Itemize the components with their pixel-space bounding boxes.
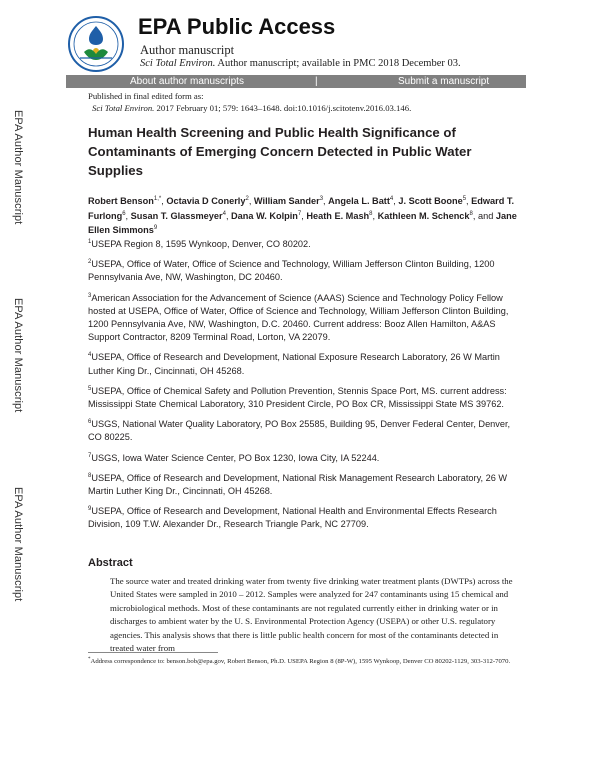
author-separator: , bbox=[248, 196, 254, 206]
author-separator: , bbox=[466, 196, 472, 206]
author-name: J. Scott Boone bbox=[398, 196, 463, 206]
affiliation-number: 3 bbox=[88, 292, 92, 299]
author-affiliation-mark: 5 bbox=[462, 195, 467, 202]
author-name: Octavia D Conerly bbox=[166, 196, 246, 206]
affiliation bbox=[88, 472, 518, 498]
published-in bbox=[88, 90, 411, 114]
affiliation-text: USEPA, Office of Research and Development, National Exposure Research Laboratory, 26 W Martin Luther King Dr., Cincinnati, OH 45268. bbox=[88, 352, 500, 376]
footnote-text: Address correspondence to: benson.bob@epa.gov, Robert Benson, Ph.D. USEPA Region 8 (8P-W), 1595 Wynkoop, Denver CO 80202-1129, 303-312-7070. bbox=[90, 658, 511, 665]
author-affiliation-mark: 8 bbox=[469, 210, 473, 217]
published-in-citation bbox=[88, 102, 411, 114]
affiliation bbox=[88, 258, 518, 284]
footnote-mark: * bbox=[88, 656, 91, 662]
author-affiliation-mark: 8 bbox=[369, 210, 373, 217]
author-separator: , bbox=[372, 210, 378, 221]
author-affiliation-mark: 2 bbox=[245, 195, 249, 202]
published-in-label: Published in final edited form as: bbox=[88, 91, 204, 101]
affiliation-text: American Association for the Advancement of Science (AAAS) Science and Technology Policy Fellow hosted at USEPA, Office of Water, Office of Science and Technology, William Jefferson Clinton Building, 1200 Pennsylvania Ave, NW, Washington, D.C. 20460. Current address: Booz Allen Hamilton, A&AS Support Contractor, 8209 Terminal Road, Lorton, VA 22079. bbox=[88, 292, 509, 343]
affiliation-list bbox=[88, 238, 518, 539]
affiliation bbox=[88, 292, 518, 345]
affiliation-number: 8 bbox=[88, 472, 92, 479]
affiliation-text: USEPA, Office of Chemical Safety and Pollution Prevention, Stennis Space Port, MS. current address: Mississippi State Chemical Laboratory, 310 President Circle, PO Box CR, Mississippi State MS 39762. bbox=[88, 385, 507, 410]
author-list bbox=[88, 194, 518, 238]
author-name: Dana W. Kolpin bbox=[231, 210, 298, 221]
author-name: Heath E. Mash bbox=[306, 210, 370, 221]
affiliation-text: USEPA, Office of Water, Office of Science and Technology, William Jefferson Clinton Building, 1200 Pennsylvania Ave, NW, Washington, DC 20460. bbox=[88, 259, 495, 283]
published-journal: Sci Total Environ. bbox=[92, 103, 155, 113]
author-separator: , bbox=[161, 196, 167, 206]
manuscript-label: Author manuscript bbox=[140, 43, 235, 57]
article-title: Human Health Screening and Public Health Significance of Contaminants of Emerging Concern Detected in Public Water Supplies bbox=[88, 125, 472, 178]
author-name: Jane Ellen Simmons bbox=[88, 210, 517, 235]
author-affiliation-mark: 9 bbox=[153, 224, 158, 231]
affiliation-number: 4 bbox=[88, 352, 92, 359]
author-affiliation-mark: 6 bbox=[122, 210, 126, 217]
author-name: Robert Benson bbox=[88, 196, 154, 206]
epa-logo bbox=[66, 14, 126, 74]
affiliation-number: 6 bbox=[88, 419, 92, 426]
author-affiliation-mark: 3 bbox=[319, 195, 324, 202]
author-name: Susan T. Glassmeyer bbox=[130, 210, 223, 221]
header bbox=[66, 14, 526, 74]
pmc-citation-text: Author manuscript; available in PMC 2018 December 03. bbox=[215, 58, 461, 69]
affiliation bbox=[88, 238, 518, 251]
about-manuscripts-link[interactable]: About author manuscripts bbox=[130, 76, 244, 87]
affiliation bbox=[88, 351, 518, 377]
submit-manuscript-link[interactable]: Submit a manuscript bbox=[398, 76, 490, 87]
published-details: 2017 February 01; 579: 1643–1648. doi:10.1016/j.scitotenv.2016.03.146. bbox=[154, 103, 412, 113]
author-name: Angela L. Batt bbox=[328, 196, 390, 206]
pmc-citation bbox=[140, 58, 461, 69]
nav-bar bbox=[66, 75, 526, 88]
footnote bbox=[88, 657, 518, 667]
affiliation-text: USEPA, Office of Research and Development, National Risk Management Research Laboratory, 26 W Martin Luther King Dr., Cincinnati, OH 45268. bbox=[88, 472, 508, 497]
side-label-1: EPA Author Manuscript bbox=[12, 110, 24, 225]
author-separator: , bbox=[225, 210, 232, 221]
affiliation bbox=[88, 418, 518, 444]
affiliation-text: USEPA Region 8, 1595 Wynkoop, Denver, CO 80202. bbox=[91, 239, 311, 249]
affiliation-text: USEPA, Office of Research and Development, National Health and Environmental Effects Research Division, 109 T.W. Alexander Dr., Research Triangle Park, NC 27709. bbox=[88, 506, 497, 530]
abstract-heading: Abstract bbox=[88, 557, 133, 569]
author-separator: , bbox=[323, 196, 329, 206]
author-name: Edward T. Furlong bbox=[88, 196, 515, 221]
author-separator: , bbox=[125, 210, 131, 221]
affiliation-text: USGS, National Water Quality Laboratory, PO Box 25585, Building 95, Denver Federal Center, Denver, CO 80225. bbox=[88, 419, 511, 443]
author-name: William Sander bbox=[253, 196, 320, 206]
nav-separator: | bbox=[315, 76, 318, 87]
affiliation-text: USGS, Iowa Water Science Center, PO Box 1230, Iowa City, IA 52244. bbox=[91, 452, 380, 463]
affiliation-number: 5 bbox=[88, 385, 92, 392]
affiliation bbox=[88, 505, 518, 531]
author-affiliation-mark: 4 bbox=[389, 195, 394, 202]
author-affiliation-mark: 4 bbox=[222, 210, 226, 217]
pmc-citation-journal: Sci Total Environ. bbox=[140, 58, 216, 69]
footnote-rule bbox=[88, 652, 218, 653]
affiliation-number: 2 bbox=[88, 259, 92, 266]
affiliation-number: 1 bbox=[88, 238, 92, 245]
author-name: Kathleen M. Schenck bbox=[377, 210, 470, 221]
affiliation-number: 9 bbox=[88, 506, 92, 513]
author-separator: , bbox=[393, 196, 399, 206]
publisher-title: EPA Public Access bbox=[138, 14, 336, 39]
side-label-2: EPA Author Manuscript bbox=[12, 298, 24, 413]
side-label-3: EPA Author Manuscript bbox=[12, 487, 24, 602]
author-affiliation-mark: 7 bbox=[297, 210, 302, 217]
author-separator: , bbox=[301, 210, 307, 221]
affiliation-number: 7 bbox=[88, 452, 92, 459]
abstract-text: The source water and treated drinking water from twenty five drinking water treatment plants (DWTPs) across the United States were sampled in 2010 – 2012. Samples were analyzed for 247 contaminants using 15 chemical and microbiological methods. Most of these contaminants are not regulated currently either in drinking water or in discharges to ambient water by the U. S. Environmental Protection Agency (USEPA) or other U.S. regulatory agencies. This analysis shows that there is little public health concern for most of the contaminants detected in treated water from bbox=[110, 576, 513, 654]
affiliation bbox=[88, 385, 518, 411]
author-separator: , and bbox=[472, 210, 496, 221]
author-affiliation-mark: 1,* bbox=[153, 195, 162, 202]
affiliation bbox=[88, 452, 518, 465]
